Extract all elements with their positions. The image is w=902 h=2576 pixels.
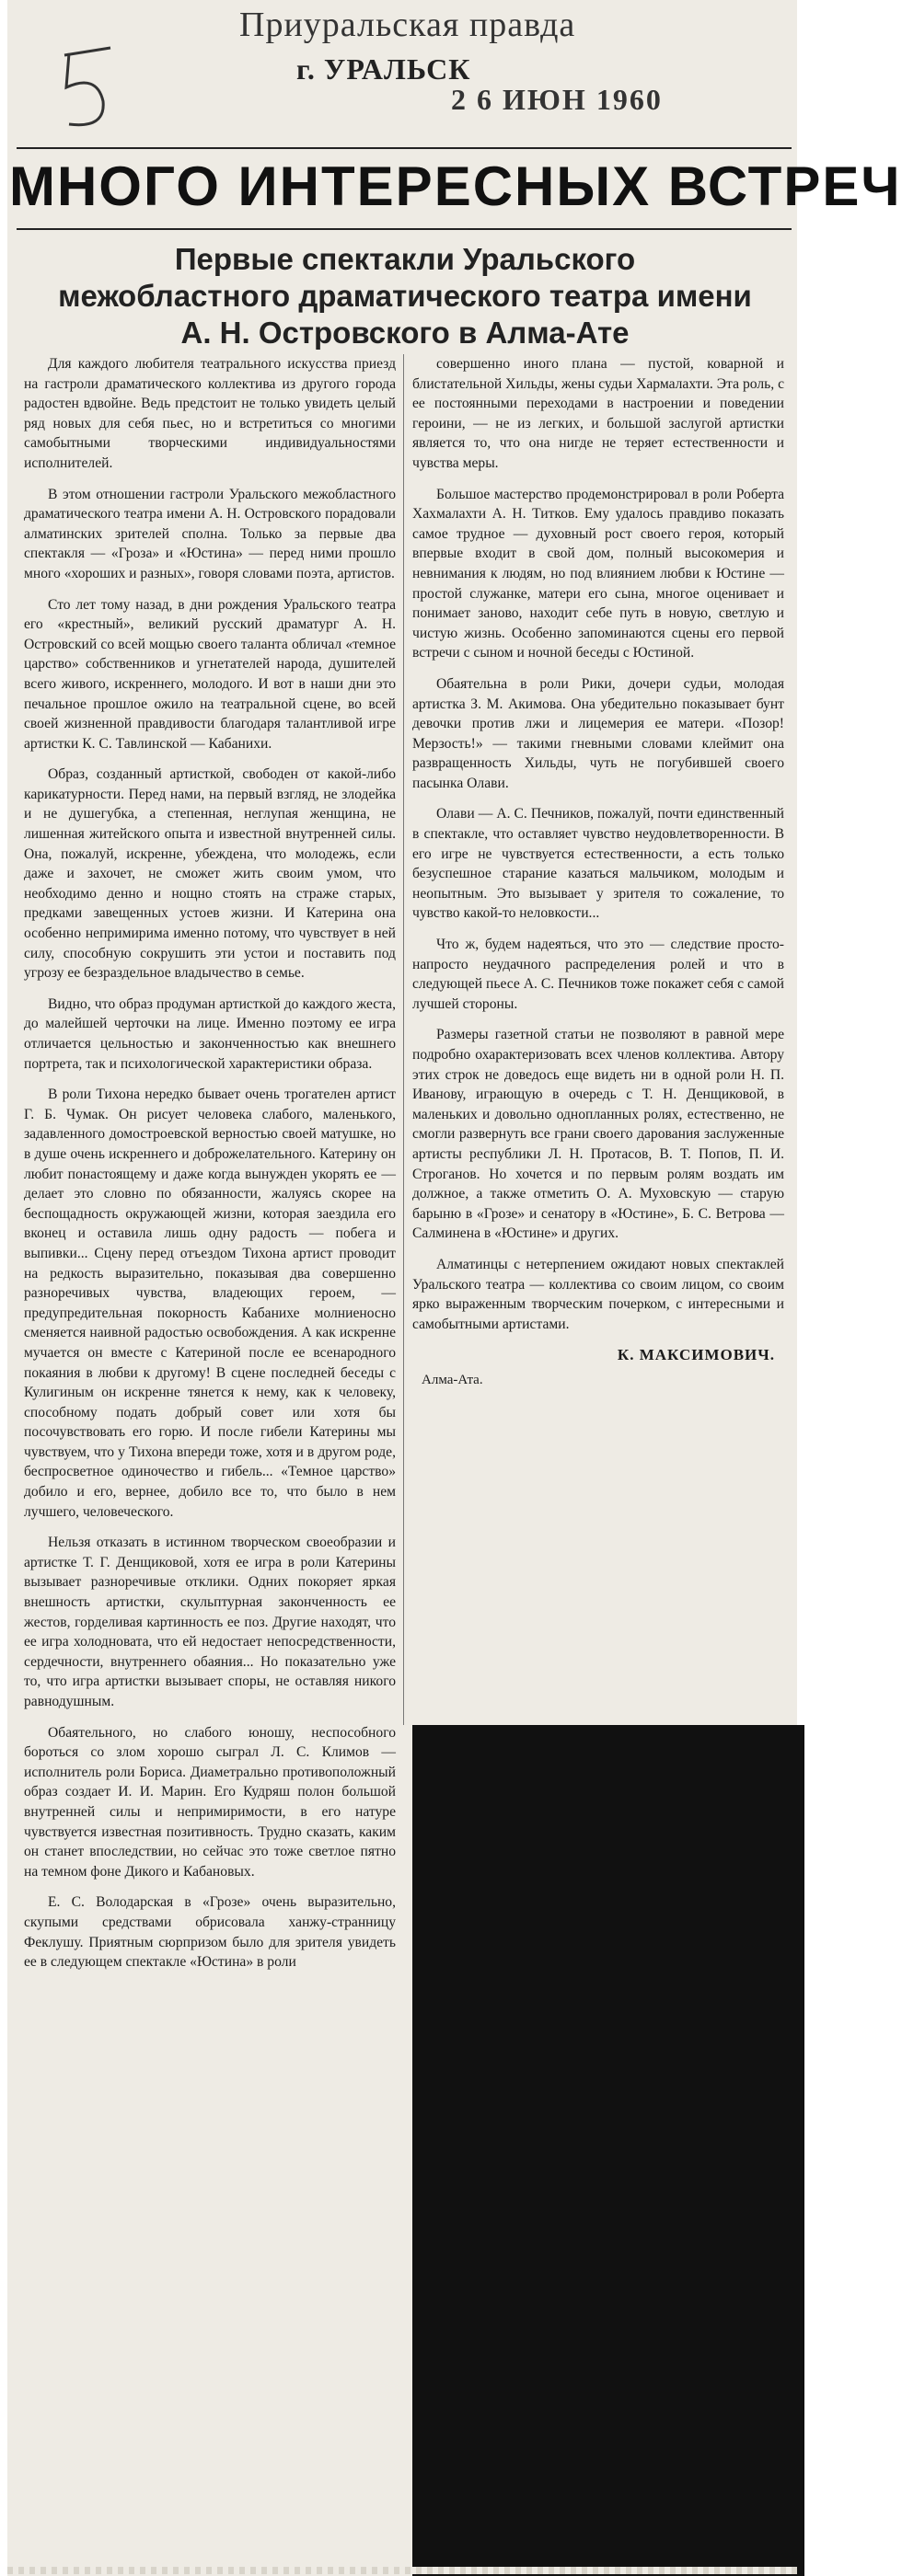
paragraph: совершенно иного плана — пустой, коварной и блистательной Хильды, жены судьи Хармалахти. Эта роль, с ее постоянными переходами в настроении и поведении героини, — не из легких, и большой заслугой артистки является то, что она нигде не теряет естественности и чувства меры. bbox=[412, 356, 784, 471]
article-column-right bbox=[412, 354, 784, 1391]
paragraph: В этом отношении гастроли Уральского межобластного драматического театра имени А. Н. Островского порадовали алматинских зрителей сполна. Только за первые два спектакля — «Гроза» и «Юстина» — перед ними прошло много «хороших и разных», говоря словами поэта, артистов. bbox=[24, 486, 396, 581]
headline: МНОГО ИНТЕРЕСНЫХ ВСТРЕЧ bbox=[9, 155, 902, 217]
paragraph: Что ж, будем надеяться, что это — следствие просто-напросто неудачного распределения ролей и что в следующей пьесе А. С. Печников тоже покажет себя с самой лучшей стороны. bbox=[412, 937, 784, 1012]
date-stamp: 2 6 ИЮН 1960 bbox=[451, 83, 663, 116]
paragraph: Сто лет тому назад, в дни рождения Уральского театра его «крестный», великий русский драматург А. Н. Островский со всей мощью своего таланта обличал «темное царство» собственников и угнетателей народа, душителей всего живого, искреннего, молодого. И вот в наши дни это печальное прошлое ожило на театральной сцене, во всей своей жизненной правдивости благодаря талантливой игре артистки К. С. Тавлинской — Кабанихи. bbox=[24, 596, 396, 752]
paragraph: Нельзя отказать в истинном творческом своеобразии и артистке Т. Г. Денщиковой, хотя ее игра в роли Катерины вызывает разноречивые отклики. Одних покоряет яркая внешность артистки, скульптурная законченность ее жестов, горделивая картинность ее поз. Другие находят, что ее игра холодновата, что ей недостает непосредственности, сердечности, внутреннего обаяния... Но показательно уже то, что игра артистки вызывает споры, не оставляя никого равнодушным. bbox=[24, 1535, 396, 1709]
dateline-place: Алма-Ата. bbox=[422, 1372, 483, 1387]
masthead-stamp bbox=[212, 5, 727, 133]
column-divider bbox=[403, 354, 404, 1725]
paragraph: Е. С. Володарская в «Грозе» очень выразительно, скупыми средствами обрисовала ханжу-странницу Феклушу. Приятным сюрпризом было для зрителя увидеть ее в следующем спектакле «Юстина» в роли bbox=[24, 1894, 396, 1971]
publication-name: Приуральская правда bbox=[239, 6, 576, 44]
handwritten-number bbox=[46, 37, 129, 138]
paragraph: Обаятельна в роли Рики, дочери судьи, молодая артистка З. М. Акимова. Она убедительно показывает бунт девочки против лжи и лицемерия ее матери. «Позор! Мерзость!» — такими гневными словами клеймит она развращенность Хильды, чуть не погубившей своего пасынка Олави. bbox=[412, 675, 784, 791]
article-column-left bbox=[24, 354, 396, 1984]
paragraph: Олави — А. С. Печников, пожалуй, почти единственный в спектакле, что оставляет чувство неудовлетворенности. В его игре не чувствуется естественности, а есть только безуспешное старание казаться мальчиком, молодым и неопытным. Это вызывает у зрителя то сожаление, то чувство какой-то неловкости... bbox=[412, 806, 784, 922]
author-signature: К. МАКСИМОВИЧ. bbox=[617, 1346, 775, 1364]
paragraph: Образ, созданный артисткой, свободен от какой-либо карикатурности. Перед нами, на первый взгляд, не злодейка и не душегубка, а степенная, неглупая женщина, не лишенная житейского опыта и известной внутренней силы. Она, пожалуй, искренне, убеждена, что молодежь, если даже и захочет, не сможет жить своим умом, что необходимо денно и нощно стоять на страже старых, предками завещенных устоев жизни. И Катерина она особенно непримирима именно потому, что чувствует в ней силу, способную сокрушить эти устои и поставить под угрозу ее безраздельное владычество в семье. bbox=[24, 766, 396, 982]
headline-rule bbox=[17, 228, 792, 230]
paragraph: Видно, что образ продуман артисткой до каждого жеста, до малейшей черточки на лице. Именно поэтому ее игра отличается цельностью и законченностью как внешнего портрета, так и психологической характеристики образа. bbox=[24, 995, 396, 1072]
paragraph: Обаятельного, но слабого юношу, неспособного бороться со злом хорошо сыграл Л. С. Климов — исполнитель роли Бориса. Диаметрально противоположный образ создает И. И. Марин. Его Кудряш полон большой внутренней силы и непримиримости, в его натуре чувствуется известная позитивность. Трудно сказать, каким он станет впоследствии, но сейчас это тоже светлое пятно на темном фоне Дикого и Кабановых. bbox=[24, 1724, 396, 1880]
paragraph: Размеры газетной статьи не позволяют в равной мере подробно охарактеризовать всех членов коллектива. Автору этих строк не доведось еще видеть ни в одной роли Н. П. Иванову, играющую в очередь с Т. Н. Денщиковой, в маленьких и довольно однопланных ролях, естественно, не смогли развернуть все грани своего дарования заслуженные артисты республики Л. Н. Протасов, В. Т. Попов, П. И. Строганов. Но хочется и по первым ролям воздать им должное, а также отметить О. А. Муховскую — старую барыню в «Грозе» и сенатору в «Юстине», Б. С. Ветрова — Салминена в «Юстине» и других. bbox=[412, 1027, 784, 1242]
torn-edge bbox=[7, 2567, 797, 2574]
paragraph: Большое мастерство продемонстрировал в роли Роберта Хахмалахти А. Н. Титков. Ему удалось правдиво показать самое трудное — духовный рост своего героя, который впервые входит в свой дом, полный высокомерия и невнимания к людям, но под влиянием любви к Юстине — простой служанке, матери его сына, многое оценивает и понимает заново, находит себе путь в новую, светлую и чистую жизнь. Особенно запоминаются сцены его первой встречи с сыном и ночной беседы с Юстиной. bbox=[412, 486, 784, 661]
paragraph: В роли Тихона нередко бывает очень трогателен артист Г. Б. Чумак. Он рисует человека слабого, маленького, задавленного домостроевской верностью своей матушке, но в душе очень искреннего и доброжелательного. Катерину он любит понастоящему и даже когда вынужден укорять ее — делает это словно по обязанности, жалуясь скорее на беспощадность окружающей жизни, которая заездила его вконец и оставила лишь одну радость — побега и выпивки... Сцену перед отъездом Тихона артист проводит на редкость выразительно, показывая два совершенно разноречивых чувства, владеющих героем, — предупредительная покорность Кабанихе молниеносно сменяется наивной радостью освобождения. А как искренне мучается он вместе с Катериной после ее всенародного покаяния в любви к другому! В сцене последней беседы с Кулигиным он искренне тянется к нему, как к человеку, способному подать добрый совет или хотя бы посочувствовать его горю. И после гибели Катерины мы чувствуем, что у Тихона впереди тоже, хотя и в другом роде, беспросветное одиночество и гибель... «Темное царство» добило и его, вернее, добило все то, что было в нем лучшего, человеческого. bbox=[24, 1087, 396, 1520]
paragraph: Для каждого любителя театрального искусства приезд на гастроли драматического коллектива из другого города радостен вдвойне. Ведь предстоит не только увидеть целый ряд новых для себя пьес, но и встретиться со многими самобытными творческими индивидуальностями исполнителей. bbox=[24, 356, 396, 471]
paragraph: Алматинцы с нетерпением ожидают новых спектаклей Уральского театра — коллектива со своим лицом, со своим ярко выраженным творческим почерком, с интересными и самобытными артистами. bbox=[412, 1256, 784, 1332]
publication-city: г. УРАЛЬСК bbox=[296, 52, 471, 86]
top-rule bbox=[17, 147, 792, 149]
background-shadow bbox=[412, 1725, 804, 2576]
subtitle: Первые спектакли Уральского межобластного драматического театра имени А. Н. Островского в Алма-Ате bbox=[58, 242, 752, 350]
